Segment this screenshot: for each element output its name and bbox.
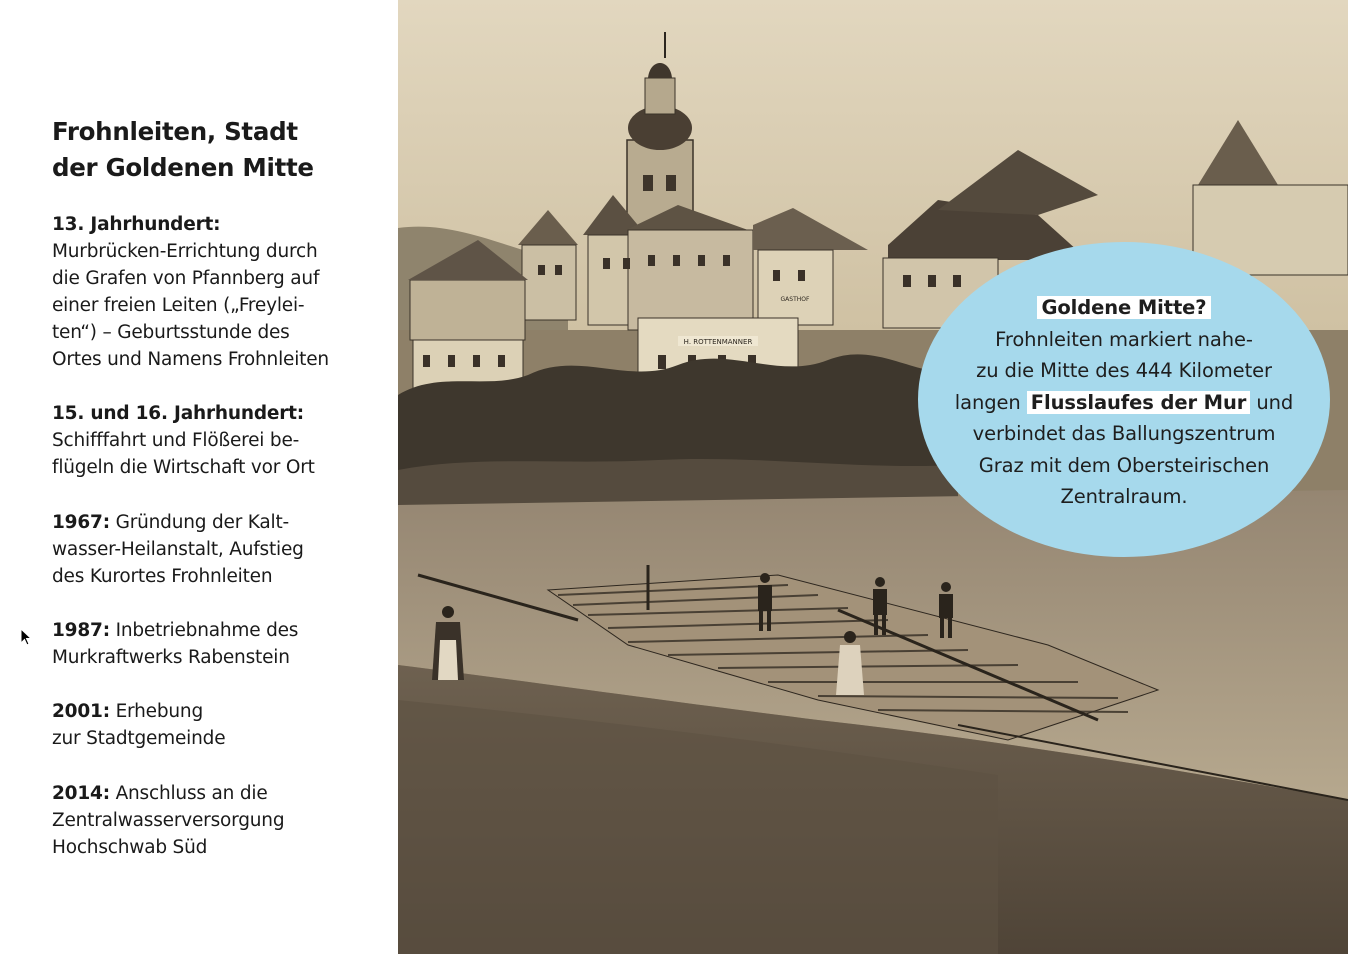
mouse-pointer-icon: [20, 628, 32, 648]
timeline-text: Erhebung: [109, 701, 203, 722]
timeline-label: 1967:: [52, 512, 110, 533]
callout-line: Frohnleiten markiert nahe-: [995, 327, 1253, 351]
callout-title: Goldene Mitte?: [1037, 296, 1210, 319]
timeline-text: flügeln die Wirtschaft vor Ort: [52, 457, 315, 478]
photo-sign-small-text: GASTHOF: [780, 296, 810, 303]
timeline-text: Zentralwasserversorgung: [52, 810, 285, 831]
timeline-entry-2014: [52, 780, 284, 861]
timeline-text: Schifffahrt und Flößerei be-: [52, 430, 300, 451]
timeline-text: Murbrücken-Errichtung durch: [52, 241, 318, 262]
timeline-text: Inbetriebnahme des: [109, 620, 299, 641]
timeline-text: Anschluss an die: [109, 783, 268, 804]
callout-line-prefix: langen: [954, 390, 1027, 414]
timeline-entry-13th-century: [52, 211, 329, 373]
page-title-line-2: der Goldenen Mitte: [52, 153, 314, 182]
timeline-entry-15th-16th-century: [52, 400, 315, 481]
timeline-text: zur Stadtgemeinde: [52, 728, 226, 749]
callout-line: Zentralraum.: [1060, 485, 1188, 508]
callout-line: zu die Mitte des 444 Kilometer: [976, 359, 1272, 382]
timeline-label: 13. Jahrhundert:: [52, 214, 221, 235]
callout-highlight: Flusslaufes der Mur: [1027, 391, 1251, 414]
timeline-text: die Grafen von Pfannberg auf: [52, 268, 320, 289]
timeline-label: 2014:: [52, 783, 110, 804]
timeline-text: Gründung der Kalt-: [109, 512, 290, 533]
timeline-entry-1967: [52, 509, 304, 590]
callout-text: [918, 292, 1330, 513]
page-title: [52, 114, 314, 186]
timeline-text: Hochschwab Süd: [52, 837, 208, 858]
timeline-label: 2001:: [52, 701, 110, 722]
timeline-text: Murkraftwerks Rabenstein: [52, 647, 290, 668]
timeline-text: wasser-Heilanstalt, Aufstieg: [52, 539, 304, 560]
timeline-text: ten“) – Geburtsstunde des: [52, 322, 290, 343]
timeline-entry-1987: [52, 617, 298, 671]
callout-line: verbindet das Ballungszentrum: [972, 422, 1276, 445]
photo-sign-text: H. ROTTENMANNER: [683, 338, 753, 346]
callout-line: Graz mit dem Obersteirischen: [978, 453, 1270, 477]
timeline-label: 1987:: [52, 620, 110, 641]
timeline-label: 15. und 16. Jahrhundert:: [52, 403, 304, 424]
page-title-line-1: Frohnleiten, Stadt: [52, 117, 298, 146]
timeline-entry-2001: [52, 698, 225, 752]
callout-line-suffix: und: [1250, 390, 1294, 414]
timeline-text: des Kurortes Frohnleiten: [52, 566, 273, 587]
timeline-text: Ortes und Namens Frohnleiten: [52, 349, 329, 370]
text-panel: [0, 0, 398, 954]
timeline-text: einer freien Leiten („Freylei-: [52, 295, 305, 316]
